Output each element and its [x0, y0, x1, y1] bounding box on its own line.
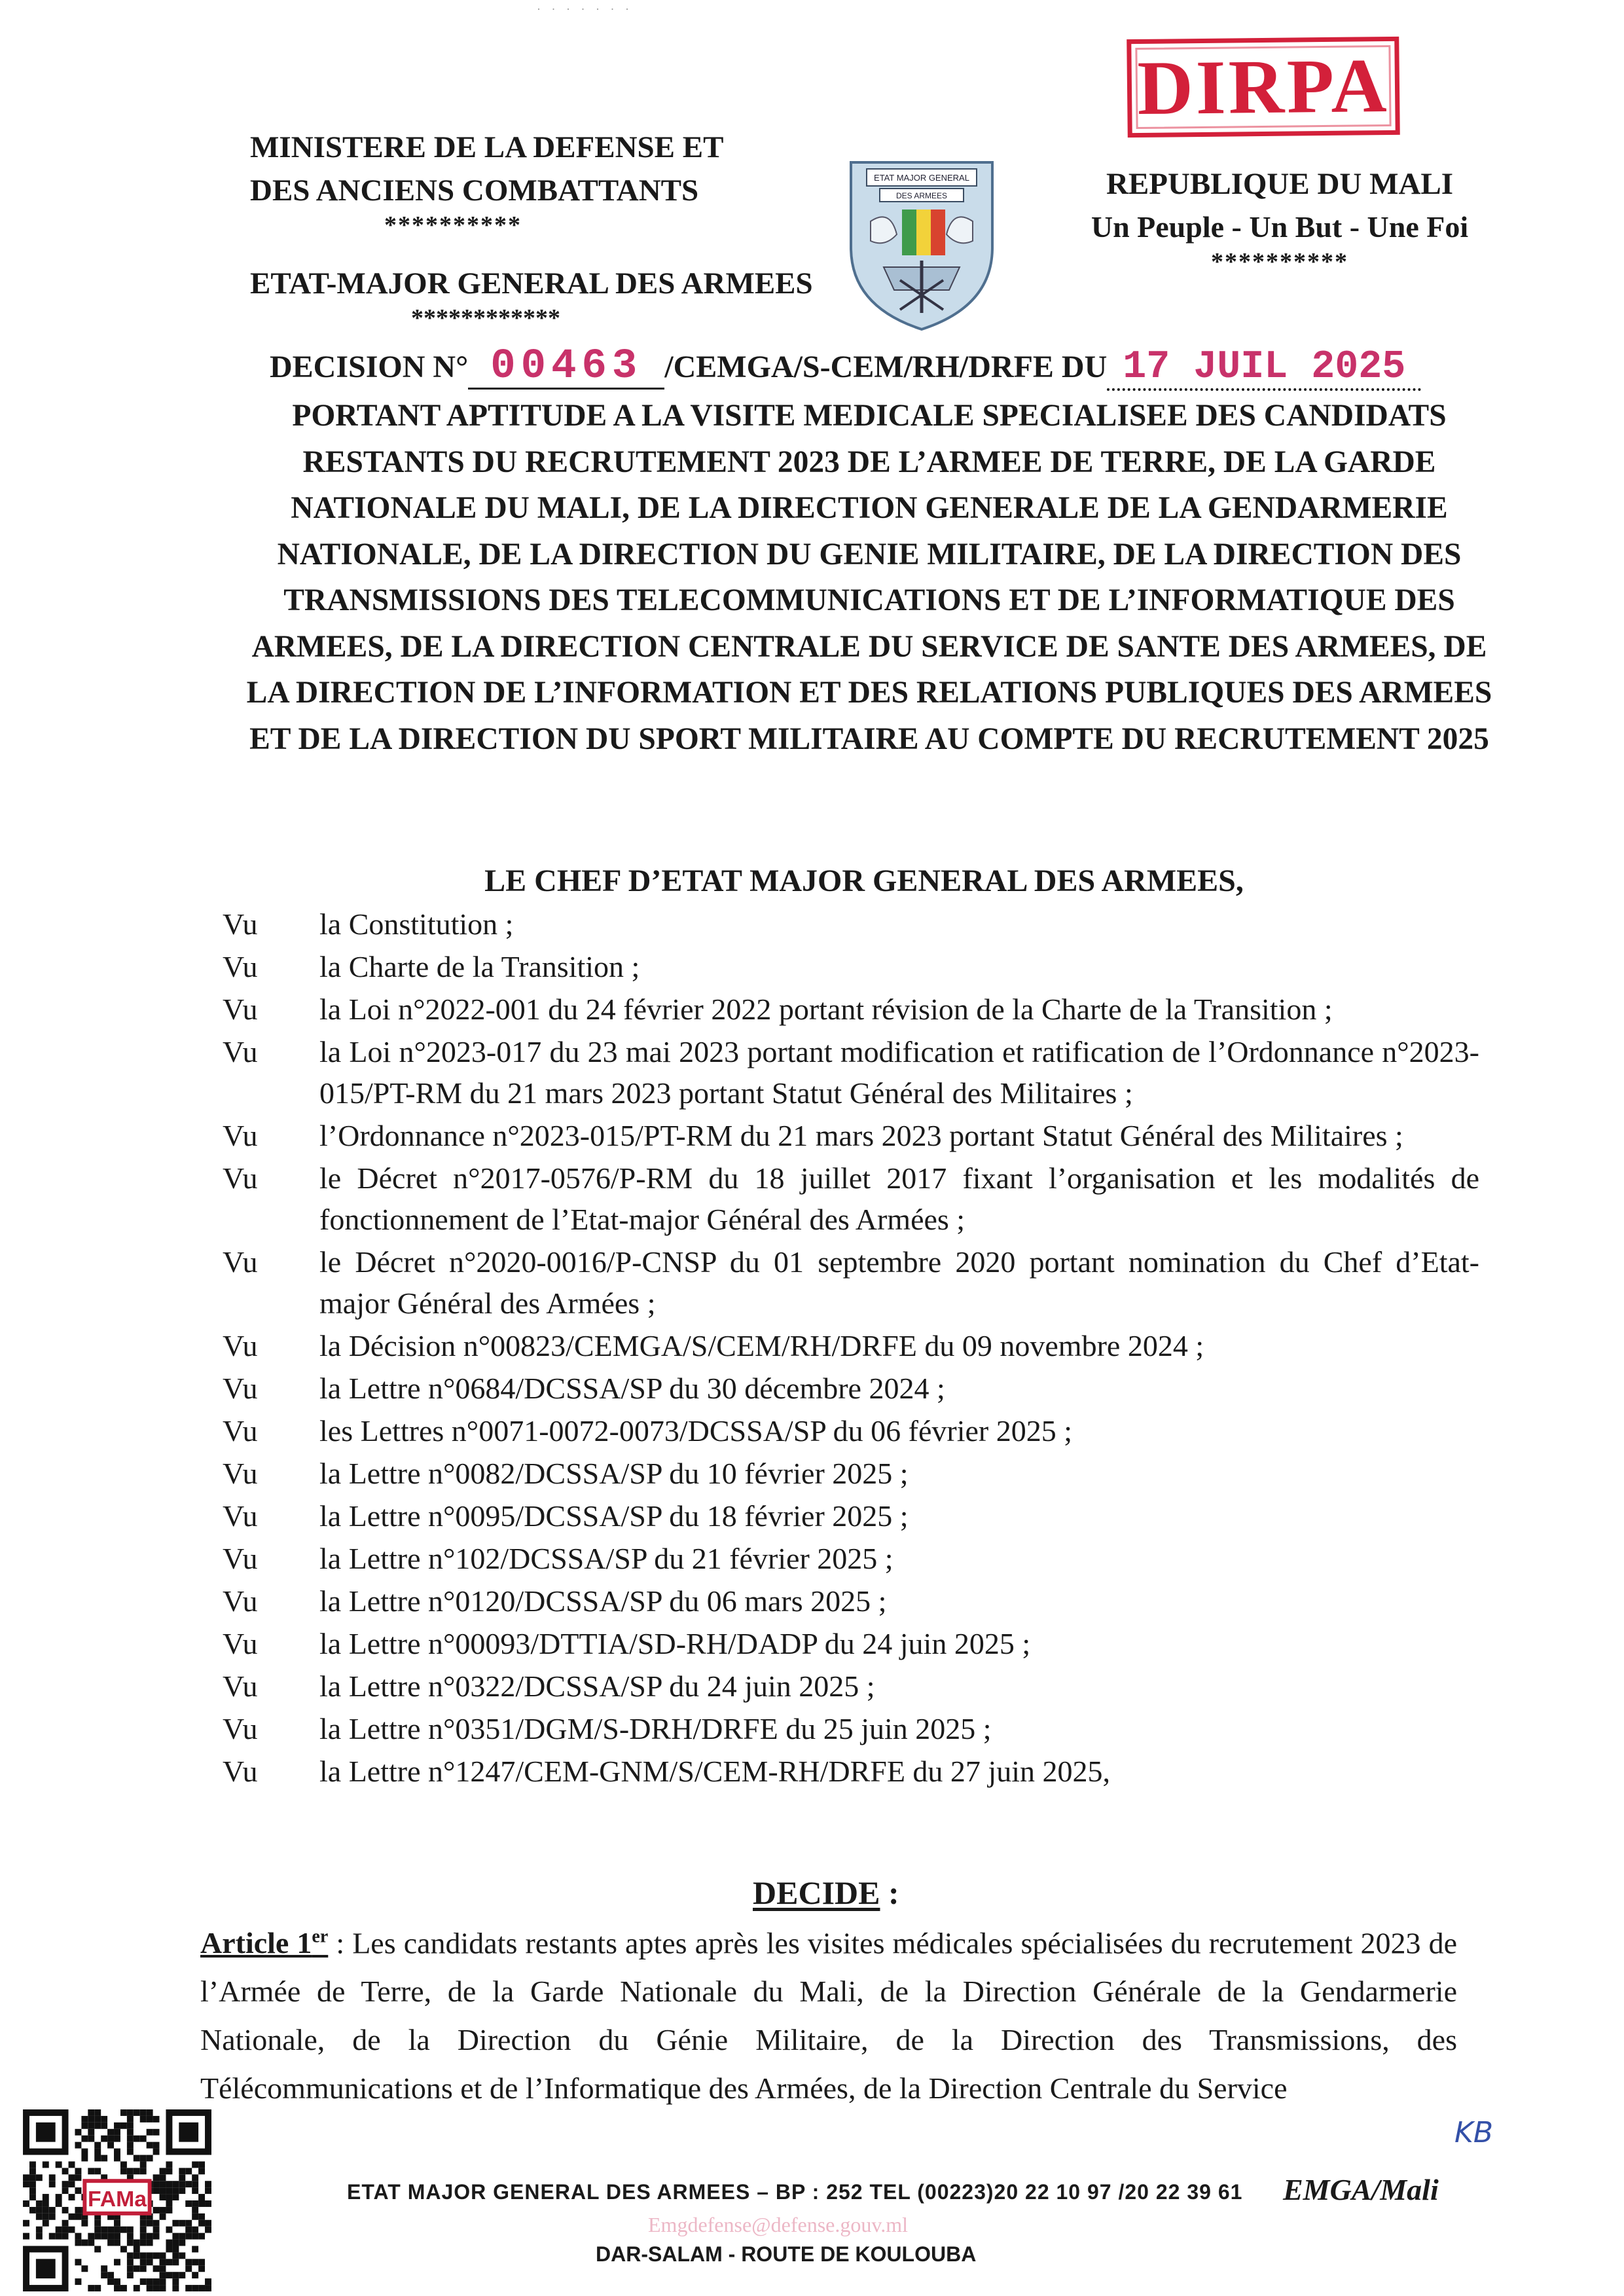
ministry-line1: MINISTERE DE LA DEFENSE ET: [250, 130, 724, 164]
top-scan-marks: · · · · · · ·: [537, 3, 633, 16]
vu-item: [223, 1580, 1479, 1622]
footer-emga: EMGA/Mali: [1283, 2173, 1439, 2206]
vu-text: la Lettre n°00093/DTTIA/SD-RH/DADP du 24 juin 2025 ;: [319, 1627, 1031, 1660]
republic-title: REPUBLIQUE DU MALI: [1106, 167, 1454, 201]
article-1: [200, 1913, 1457, 2113]
vu-label: Vu: [223, 1161, 258, 1195]
vu-item: [223, 1538, 1479, 1579]
vu-item: [223, 903, 1479, 945]
decision-number: 00463: [468, 346, 664, 390]
vu-label: Vu: [223, 993, 258, 1026]
vu-label: Vu: [223, 1119, 258, 1152]
article-label: Article 1er: [200, 1926, 329, 1960]
vu-text: la Lettre n°1247/CEM-GNM/S/CEM-RH/DRFE du 27 juin 2025,: [319, 1755, 1110, 1788]
vu-text: le Décret n°2020-0016/P-CNSP du 01 septembre 2020 portant nomination du Chef d’Etat-major Général des Armées ;: [319, 1245, 1479, 1320]
chief-heading: LE CHEF D’ETAT MAJOR GENERAL DES ARMEES,: [484, 864, 1244, 898]
vu-text: la Charte de la Transition ;: [319, 950, 640, 983]
vu-item: [223, 1325, 1479, 1366]
ministry-header: [250, 126, 787, 238]
vu-label: Vu: [223, 1755, 258, 1788]
vu-text: la Lettre n°0082/DCSSA/SP du 10 février 2025 ;: [319, 1457, 909, 1490]
vu-text: la Lettre n°0095/DCSSA/SP du 18 février 2025 ;: [319, 1499, 909, 1533]
vu-item: [223, 1241, 1479, 1324]
ministry-stars: **********: [384, 211, 522, 239]
vu-label: Vu: [223, 1542, 258, 1575]
vu-label: Vu: [223, 1669, 258, 1703]
emblem-subbanner-text: DES ARMEES: [895, 191, 948, 200]
decision-date-stamp: 17 JUIL 2025: [1107, 346, 1421, 391]
qr-code-icon: [22, 2109, 212, 2291]
emg-title: ETAT-MAJOR GENERAL DES ARMEES: [250, 266, 813, 301]
handwritten-initials: KB: [1454, 2116, 1494, 2149]
decision-prefix: DECISION N°: [270, 350, 469, 384]
vu-item: [223, 1410, 1479, 1451]
vu-label: Vu: [223, 1584, 258, 1618]
vu-label: Vu: [223, 1627, 258, 1660]
vu-label: Vu: [223, 1712, 258, 1745]
decide-heading: [753, 1874, 899, 1912]
vu-item: [223, 1708, 1479, 1749]
vu-text: la Lettre n°102/DCSSA/SP du 21 février 2025 ;: [319, 1542, 893, 1575]
emg-header: [250, 262, 813, 331]
vu-item: [223, 1115, 1479, 1156]
vu-text: le Décret n°2017-0576/P-RM du 18 juillet 2017 fixant l’organisation et les modalités de fonctionnement de l’Etat-major Général des Armées ;: [319, 1161, 1479, 1236]
vu-label: Vu: [223, 1329, 258, 1362]
emg-stars: ************: [411, 304, 560, 332]
footer-email: Emgdefense@defense.gouv.ml: [648, 2213, 909, 2236]
vu-item: [223, 1368, 1479, 1409]
vu-label: Vu: [223, 1035, 258, 1068]
decision-title: PORTANT APTITUDE A LA VISITE MEDICALE SPECIALISEE DES CANDIDATS RESTANTS DU RECRUTEMENT 2023 DE L’ARMEE DE TERRE, DE LA GARDE NATIONALE DU MALI, DE LA DIRECTION GENERALE DE LA GENDARMERIE NATIONALE, DE LA DIRECTION DU GENIE MILITAIRE, DE LA DIRECTION DES TRANSMISSIONS DES TELECOMMUNICATIONS ET DE L’INFORMATIQUE DES ARMEES, DE LA DIRECTION CENTRALE DU SERVICE DE SANTE DES ARMEES, DE LA DIRECTION DE L’INFORMATION ET DES RELATIONS PUBLIQUES DES ARMEES ET DE LA DIRECTION DU SPORT MILITAIRE AU COMPTE DU RECRUTEMENT 2025: [246, 399, 1492, 756]
vu-text: la Lettre n°0684/DCSSA/SP du 30 décembre 2024 ;: [319, 1372, 945, 1405]
vu-item: [223, 1751, 1479, 1792]
article-separator: :: [328, 1926, 353, 1960]
vu-label: Vu: [223, 1245, 258, 1279]
vu-item: [223, 1031, 1479, 1114]
vu-text: la Loi n°2023-017 du 23 mai 2023 portant modification et ratification de l’Ordonnance n°2023-015/PT-RM du 21 mars 2023 portant Statut Général des Militaires ;: [319, 1035, 1479, 1110]
footer-contact: ETAT MAJOR GENERAL DES ARMEES – BP : 252 TEL (00223)20 22 10 97 /20 22 39 61: [347, 2180, 1243, 2204]
vu-text: la Constitution ;: [319, 907, 514, 941]
vu-label: Vu: [223, 1457, 258, 1490]
vu-item: [223, 989, 1479, 1030]
vu-text: la Lettre n°0120/DCSSA/SP du 06 mars 2025 ;: [319, 1584, 887, 1618]
considerations-list: [223, 903, 1479, 1793]
vu-item: [223, 1495, 1479, 1537]
vu-item: [223, 1157, 1479, 1240]
vu-text: la Lettre n°0351/DGM/S-DRH/DRFE du 25 juin 2025 ;: [319, 1712, 992, 1745]
vu-text: l’Ordonnance n°2023-015/PT-RM du 21 mars 2023 portant Statut Général des Militaires ;: [319, 1119, 1403, 1152]
vu-text: les Lettres n°0071-0072-0073/DCSSA/SP du 06 février 2025 ;: [319, 1414, 1072, 1448]
republic-motto: Un Peuple - Un But - Une Foi: [1091, 210, 1469, 244]
decision-line: [270, 343, 1487, 391]
vu-text: la Lettre n°0322/DCSSA/SP du 24 juin 2025 ;: [319, 1669, 875, 1703]
footer-address: DAR-SALAM - ROUTE DE KOULOUBA: [596, 2242, 977, 2265]
vu-label: Vu: [223, 907, 258, 941]
vu-label: Vu: [223, 1372, 258, 1405]
ministry-line2: DES ANCIENS COMBATTANTS: [250, 173, 699, 208]
vu-label: Vu: [223, 1414, 258, 1448]
vu-label: Vu: [223, 1499, 258, 1533]
article-text: Les candidats restants aptes après les visites médicales spécialisées du recrutement 2023 de l’Armée de Terre, de la Garde Nationale du Mali, de la Direction Générale de la Gendarmerie Nationale, de la Direction du Génie Militaire, de la Direction des Transmissions, des Télécommunications et de l’Informatique des Armées, de la Direction Centrale du Service: [200, 1926, 1457, 2105]
emga-crest-icon: [844, 149, 999, 333]
vu-text: la Loi n°2022-001 du 24 février 2022 portant révision de la Charte de la Transition ;: [319, 993, 1333, 1026]
emblem-banner-text: ETAT MAJOR GENERAL: [874, 173, 969, 183]
vu-label: Vu: [223, 950, 258, 983]
vu-text: la Décision n°00823/CEMGA/S/CEM/RH/DRFE du 09 novembre 2024 ;: [319, 1329, 1204, 1362]
republic-header: [1064, 162, 1496, 275]
vu-item: [223, 1453, 1479, 1494]
vu-item: [223, 1623, 1479, 1664]
vu-item: [223, 946, 1479, 987]
decision-ref: /CEMGA/S-CEM/RH/DRFE DU: [664, 350, 1108, 384]
decide-word: DECIDE: [753, 1874, 880, 1911]
vu-item: [223, 1666, 1479, 1707]
qr-label: FAMa: [87, 2186, 147, 2212]
republic-stars: **********: [1211, 248, 1348, 276]
dirpa-stamp: DIRPA: [1127, 37, 1400, 137]
decide-colon: :: [880, 1874, 899, 1911]
